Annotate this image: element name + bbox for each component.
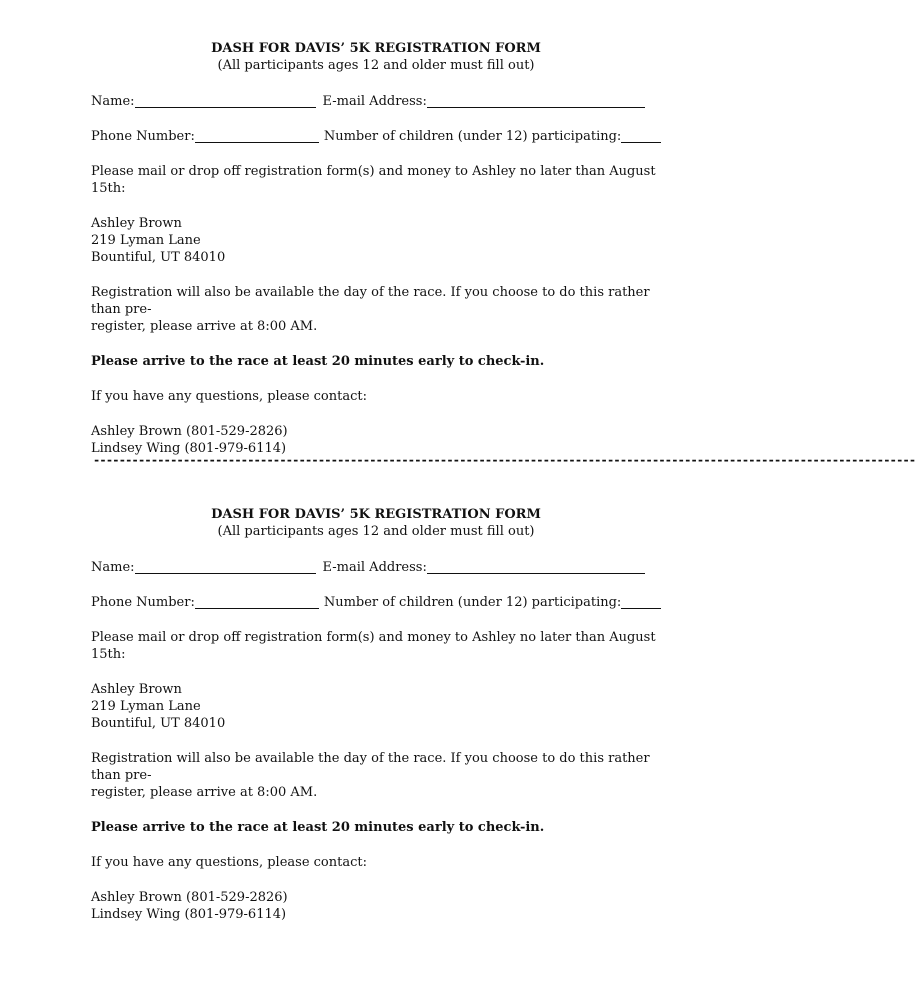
registration-form-top xyxy=(91,40,681,457)
mail-instructions: Please mail or drop off registration form(s) and money to Ashley no later than August 15th: xyxy=(91,164,656,196)
registration-note xyxy=(91,750,681,801)
registration-note-line1: Registration will also be available the day of the race. If you choose to do this rather than pre- xyxy=(91,751,650,783)
email-label: E-mail Address: xyxy=(322,94,427,109)
arrival-notice: Please arrive to the race at least 20 minutes early to check-in. xyxy=(91,820,545,835)
email-label: E-mail Address: xyxy=(322,560,427,575)
children-label: Number of children (under 12) participating: xyxy=(323,129,622,144)
questions-prompt: If you have any questions, please contact: xyxy=(91,855,367,870)
name-label: Name: xyxy=(91,560,135,575)
mail-instructions: Please mail or drop off registration form(s) and money to Ashley no later than August 15th: xyxy=(91,630,656,662)
registration-note-line2: register, please arrive at 8:00 AM. xyxy=(91,785,318,800)
contact-ashley: Ashley Brown (801-529-2826) xyxy=(91,890,288,905)
email-field[interactable] xyxy=(427,559,645,574)
email-field[interactable] xyxy=(427,93,645,108)
mailing-address xyxy=(91,681,681,732)
contact-list xyxy=(91,889,681,923)
phone-children-row xyxy=(91,128,681,145)
registration-form-bottom xyxy=(91,506,681,923)
children-count-field[interactable] xyxy=(621,594,661,609)
phone-children-row xyxy=(91,594,681,611)
name-email-row xyxy=(91,559,681,576)
registration-note xyxy=(91,284,681,335)
name-label: Name: xyxy=(91,94,135,109)
contact-lindsey: Lindsey Wing (801-979-6114) xyxy=(91,907,287,922)
children-label: Number of children (under 12) participating: xyxy=(323,595,622,610)
address-street: 219 Lyman Lane xyxy=(91,699,201,714)
name-email-row xyxy=(91,93,681,110)
form-title: DASH FOR DAVIS’ 5K REGISTRATION FORM xyxy=(211,41,541,56)
address-city: Bountiful, UT 84010 xyxy=(91,250,226,265)
children-count-field[interactable] xyxy=(621,128,661,143)
contact-ashley: Ashley Brown (801-529-2826) xyxy=(91,424,288,439)
name-field[interactable] xyxy=(135,93,316,108)
address-street: 219 Lyman Lane xyxy=(91,233,201,248)
contact-lindsey: Lindsey Wing (801-979-6114) xyxy=(91,441,287,456)
name-field[interactable] xyxy=(135,559,316,574)
mailing-address xyxy=(91,215,681,266)
questions-prompt: If you have any questions, please contact: xyxy=(91,389,367,404)
address-name: Ashley Brown xyxy=(91,216,182,231)
registration-note-line1: Registration will also be available the day of the race. If you choose to do this rather than pre- xyxy=(91,285,650,317)
form-subtitle: (All participants ages 12 and older must fill out) xyxy=(217,524,535,539)
arrival-notice: Please arrive to the race at least 20 minutes early to check-in. xyxy=(91,354,545,369)
phone-label: Phone Number: xyxy=(91,129,195,144)
address-city: Bountiful, UT 84010 xyxy=(91,716,226,731)
cut-line-separator: -------------------------------------------------------------------------------------------------------------------------------- xyxy=(93,453,915,467)
phone-field[interactable] xyxy=(195,128,319,143)
form-subtitle: (All participants ages 12 and older must fill out) xyxy=(217,58,535,73)
address-name: Ashley Brown xyxy=(91,682,182,697)
form-title: DASH FOR DAVIS’ 5K REGISTRATION FORM xyxy=(211,507,541,522)
phone-label: Phone Number: xyxy=(91,595,195,610)
contact-list xyxy=(91,423,681,457)
phone-field[interactable] xyxy=(195,594,319,609)
registration-note-line2: register, please arrive at 8:00 AM. xyxy=(91,319,318,334)
